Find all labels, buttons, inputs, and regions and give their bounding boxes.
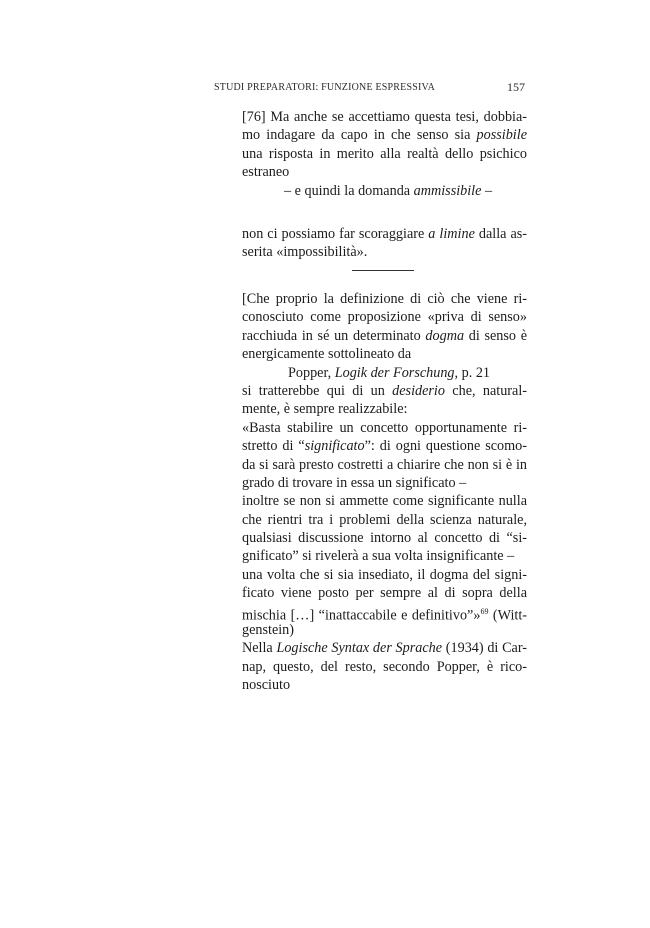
citation-line: Popper, Logik der Forschung, p. 21 xyxy=(288,364,490,381)
text-line: non ci possiamo far scoraggiare a limine dalla as- xyxy=(242,226,528,242)
paragraph-76 xyxy=(242,108,527,200)
italic-term: dogma xyxy=(425,327,465,344)
italic-term: possibile xyxy=(476,127,527,144)
quote-line: gnificato” si rivelerà a sua volta insignificante – xyxy=(242,548,515,565)
book-title: Logik der Forschung xyxy=(334,364,455,381)
text-line: conosciuto come proposizione «priva di senso» xyxy=(242,309,527,326)
text-line: mo indagare da capo in che senso sia possibile xyxy=(242,127,527,144)
quote-line: qualsiasi discussione intorno al concetto di “si- xyxy=(242,530,527,547)
text-line: una risposta in merito alla realtà dello psichico xyxy=(242,145,527,162)
quote-line: una volta che si sia insediato, il dogma del signi- xyxy=(242,566,527,583)
text-line: genstein) xyxy=(242,622,295,639)
text-line: nosciuto xyxy=(242,677,291,694)
text-line: [76] Ma anche se accettiamo questa tesi, dobbia- xyxy=(242,109,527,125)
quote-line: inoltre se non si ammette come significante nulla xyxy=(242,493,527,510)
italic-term: ammissibile xyxy=(413,182,482,199)
text-line: – e quindi la domanda ammissibile – xyxy=(284,182,493,199)
quote-line: ficato viene posto per sempre al di sopra della xyxy=(242,585,527,602)
text-line: nap, questo, del resto, secondo Popper, è rico- xyxy=(242,658,527,675)
italic-term: desiderio xyxy=(392,382,445,399)
quote-line: che rientri tra i problemi della scienza naturale, xyxy=(242,511,527,528)
text-line: estraneo xyxy=(242,164,290,181)
page-number: 157 xyxy=(507,80,525,94)
text-line: mente, è sempre realizzabile: xyxy=(242,401,408,418)
footnote-ref: 69 xyxy=(480,606,489,616)
quote-line: stretto di “significato”: di ogni questione scomo- xyxy=(242,438,528,455)
text-line: si tratterebbe qui di un desiderio che, natural- xyxy=(242,382,527,399)
paragraph-continuation xyxy=(242,225,527,262)
book-title: Logische Syntax der Sprache xyxy=(276,640,443,657)
text-line: racchiuda in sé un determinato dogma di senso è xyxy=(242,327,527,344)
running-head: STUDI PREPARATORI: FUNZIONE ESPRESSIVA xyxy=(214,82,436,93)
quote-line: mischia […] “inattaccabile e definitivo”»$^{69}$ (Witt- xyxy=(242,606,527,624)
text-line: serita «impossibilità». xyxy=(242,244,368,261)
italic-term: a limine xyxy=(428,226,475,242)
bracketed-note xyxy=(242,290,527,695)
quote-line: «Basta stabilire un concetto opportunamente ri- xyxy=(242,419,527,436)
text-line: [Che proprio la definizione di ciò che viene ri- xyxy=(242,291,527,307)
italic-term: significato xyxy=(304,438,365,455)
section-divider xyxy=(352,270,414,271)
quote-line: da si sarà presto costretti a chiarire che non si è in xyxy=(242,456,527,473)
text-line: energicamente sottolineato da xyxy=(242,346,412,363)
text-line: Nella Logische Syntax der Sprache (1934) di Car- xyxy=(242,640,527,657)
quote-line: grado di trovare in essa un significato – xyxy=(242,474,467,491)
